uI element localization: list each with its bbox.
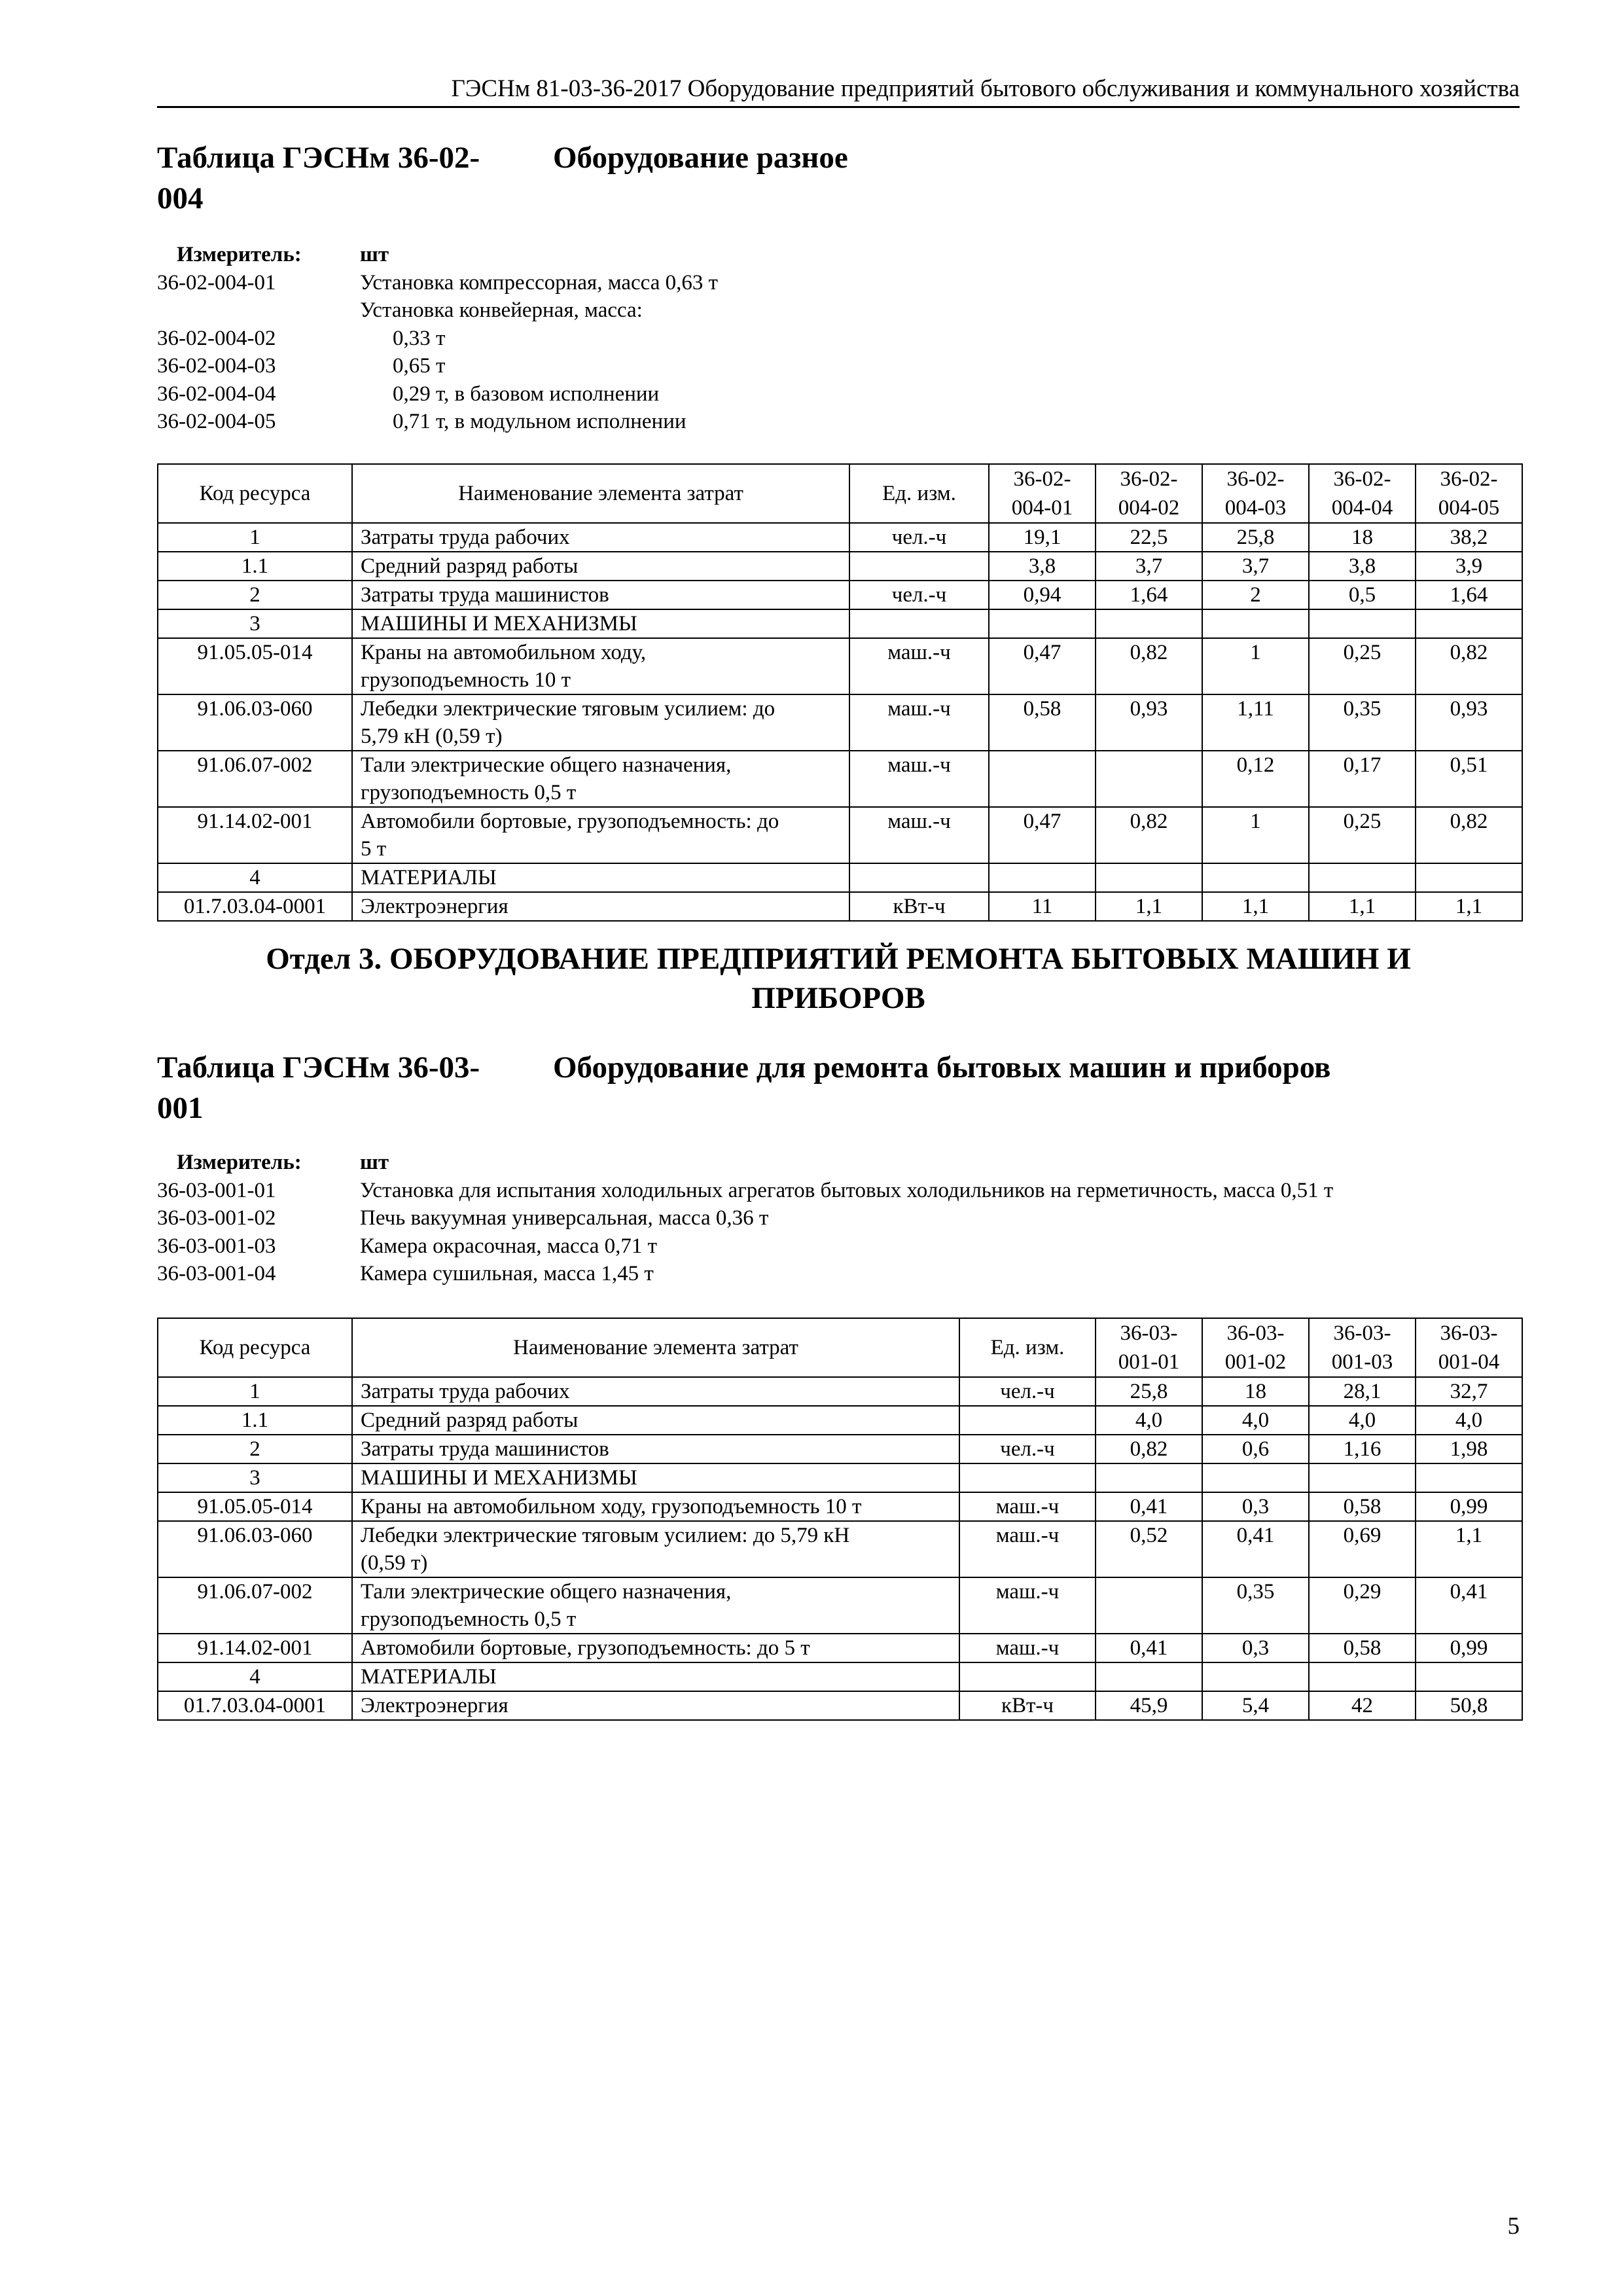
col-header-variant: 36-02- 004-02 bbox=[1096, 464, 1202, 523]
work-item: 36-02-004-03 0,65 т bbox=[157, 354, 446, 378]
table-row: 91.05.05-014 Краны на автомобильном ходу, грузоподъемность 10 т маш.-ч 0,41 0,3 0,58 0,99 bbox=[158, 1492, 1522, 1521]
table-row: 91.14.02-001 Автомобили бортовые, грузоподъемность: до 5 т маш.-ч 0,41 0,3 0,58 0,99 bbox=[158, 1634, 1522, 1662]
table1-name: Оборудование разное bbox=[553, 141, 848, 175]
col-header-code: Код ресурса bbox=[158, 1318, 352, 1377]
work-item: 36-03-001-04 Камера сушильная, масса 1,45 т bbox=[157, 1262, 654, 1285]
measure-label: Измеритель: bbox=[177, 243, 302, 266]
work-item: 36-03-001-01 Установка для испытания холодильных агрегатов бытовых холодильников на герметичность, масса 0,51 т bbox=[157, 1178, 1334, 1202]
col-header-name: Наименование элемента затрат bbox=[352, 464, 849, 523]
table-row: 91.06.03-060 Лебедки электрические тяговым усилием: до 5,79 кН (0,59 т) маш.-ч 0,52 0,41 0,69 1,1 bbox=[158, 1521, 1522, 1577]
table-row: 1.1 Средний разряд работы 3,8 3,7 3,7 3,8 3,9 bbox=[158, 552, 1522, 581]
col-header-variant: 36-02- 004-05 bbox=[1416, 464, 1522, 523]
table2-name: Оборудование для ремонта бытовых машин и приборов bbox=[553, 1050, 1331, 1085]
section-row: 4 МАТЕРИАЛЫ bbox=[158, 1662, 1522, 1691]
measure-label: Измеритель: bbox=[177, 1151, 302, 1174]
table-row: 91.14.02-001 Автомобили бортовые, грузоподъемность: до 5 т маш.-ч 0,47 0,82 1 0,25 0,82 bbox=[158, 807, 1522, 863]
measure-unit: шт bbox=[360, 1151, 389, 1174]
work-item: 36-03-001-02 Печь вакуумная универсальная, масса 0,36 т bbox=[157, 1206, 769, 1230]
col-header-variant: 36-03- 001-03 bbox=[1309, 1318, 1416, 1377]
work-item: 36-02-004-01 Установка компрессорная, масса 0,63 т bbox=[157, 270, 719, 295]
work-item: 36-02-004-05 0,71 т, в модульном исполнении bbox=[157, 410, 687, 433]
resource-table-2 bbox=[157, 1318, 1523, 1721]
page-number: 5 bbox=[1507, 2213, 1520, 2240]
table2-measure-block bbox=[157, 1149, 1520, 1288]
table-row: 2 Затраты труда машинистов чел.-ч 0,82 0,6 1,16 1,98 bbox=[158, 1435, 1522, 1463]
work-item: 36-03-001-03 Камера окрасочная, масса 0,71 т bbox=[157, 1234, 658, 1258]
col-header-unit: Ед. изм. bbox=[959, 1318, 1096, 1377]
work-item: 36-02-004-02 0,33 т bbox=[157, 326, 446, 350]
table-row: 91.06.03-060 Лебедки электрические тяговым усилием: до 5,79 кН (0,59 т) маш.-ч 0,58 0,93 1,11 0,35 0,93 bbox=[158, 694, 1522, 751]
table-row: 1.1 Средний разряд работы 4,0 4,0 4,0 4,0 bbox=[158, 1406, 1522, 1435]
table1-measure-block bbox=[157, 241, 1466, 436]
table-row: 01.7.03.04-0001 Электроэнергия кВт-ч 45,9 5,4 42 50,8 bbox=[158, 1691, 1522, 1720]
table1-number: Таблица ГЭСНм 36-02- 004 bbox=[157, 141, 480, 215]
section-row: 3 МАШИНЫ И МЕХАНИЗМЫ bbox=[158, 609, 1522, 638]
measure-unit: шт bbox=[360, 243, 389, 266]
work-item: 36-02-004-04 0,29 т, в базовом исполнении bbox=[157, 382, 660, 406]
measure-header bbox=[157, 241, 1466, 269]
table-row: 01.7.03.04-0001 Электроэнергия кВт-ч 11 1,1 1,1 1,1 1,1 bbox=[158, 892, 1522, 921]
section-row: 3 МАШИНЫ И МЕХАНИЗМЫ bbox=[158, 1463, 1522, 1492]
col-header-variant: 36-03- 001-04 bbox=[1416, 1318, 1522, 1377]
section-row: 4 МАТЕРИАЛЫ bbox=[158, 863, 1522, 892]
table2-number: Таблица ГЭСНм 36-03- 001 bbox=[157, 1050, 480, 1125]
table-row: 91.06.07-002 Тали электрические общего назначения, грузоподъемность 0,5 т маш.-ч 0,12 0,17 0,51 bbox=[158, 751, 1522, 807]
table-row: 91.05.05-014 Краны на автомобильном ходу, грузоподъемность 10 т маш.-ч 0,47 0,82 1 0,25 0,82 bbox=[158, 638, 1522, 694]
col-header-variant: 36-03- 001-02 bbox=[1202, 1318, 1309, 1377]
col-header-variant: 36-02- 004-01 bbox=[989, 464, 1096, 523]
table-row: 91.06.07-002 Тали электрические общего назначения, грузоподъемность 0,5 т маш.-ч 0,35 0,29 0,41 bbox=[158, 1577, 1522, 1634]
running-header: ГЭСНм 81-03-36-2017 Оборудование предприятий бытового обслуживания и коммунального хозяйства bbox=[157, 73, 1520, 108]
table-row: 1 Затраты труда рабочих чел.-ч 19,1 22,5 25,8 18 38,2 bbox=[158, 523, 1522, 552]
work-item: Установка конвейерная, масса: bbox=[360, 298, 643, 322]
col-header-name: Наименование элемента затрат bbox=[352, 1318, 959, 1377]
division-heading: Отдел 3. ОБОРУДОВАНИЕ ПРЕДПРИЯТИЙ РЕМОНТА БЫТОВЫХ МАШИН И ПРИБОРОВ bbox=[266, 942, 1411, 1015]
col-header-code: Код ресурса bbox=[158, 464, 352, 523]
table-row: 2 Затраты труда машинистов чел.-ч 0,94 1,64 2 0,5 1,64 bbox=[158, 581, 1522, 609]
resource-table-1 bbox=[157, 463, 1523, 922]
col-header-variant: 36-02- 004-03 bbox=[1202, 464, 1309, 523]
col-header-variant: 36-03- 001-01 bbox=[1096, 1318, 1202, 1377]
table-header-row bbox=[158, 1318, 1522, 1377]
col-header-unit: Ед. изм. bbox=[849, 464, 989, 523]
measure-header bbox=[157, 1149, 1520, 1177]
table-header-row bbox=[158, 464, 1522, 523]
col-header-variant: 36-02- 004-04 bbox=[1309, 464, 1416, 523]
table-row: 1 Затраты труда рабочих чел.-ч 25,8 18 28,1 32,7 bbox=[158, 1377, 1522, 1406]
